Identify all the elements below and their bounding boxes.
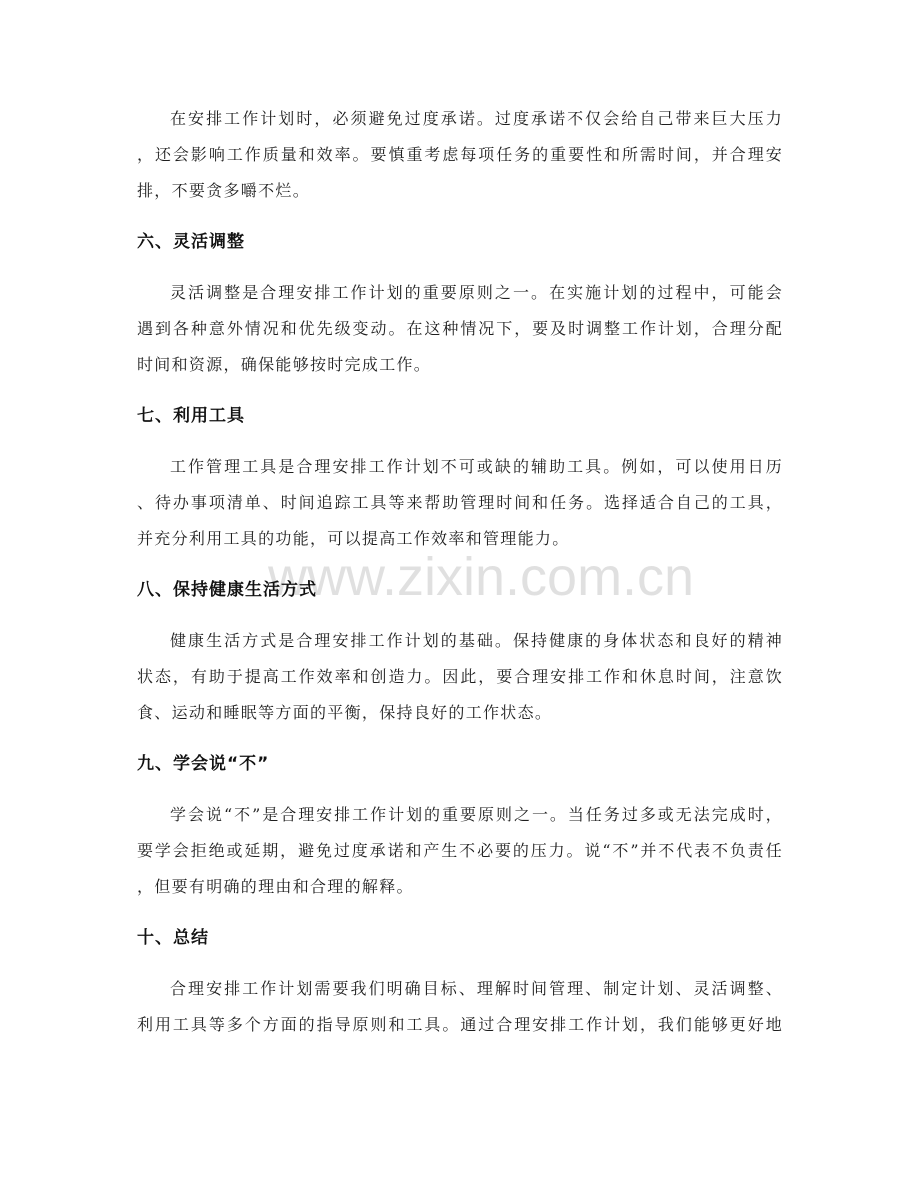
paragraph (137, 971, 783, 1043)
paragraph-line: 合理安排工作计划需要我们明确目标、理解时间管理、制定计划、灵活调整、 (170, 979, 783, 998)
paragraph-line: 利用工具等多个方面的指导原则和工具。通过合理安排工作计划，我们能够更好地 (137, 1015, 783, 1034)
section-use-tools (137, 398, 783, 557)
section-heading: 八、保持健康生活方式 (137, 580, 317, 600)
paragraph (137, 797, 783, 905)
paragraph-line: ，还会影响工作质量和效率。要慎重考虑每项任务的重要性和所需时间，并合理安 (137, 145, 783, 164)
paragraph-line: ，但要有明确的理由和合理的解释。 (137, 877, 414, 896)
paragraph-line: 、待办事项清单、时间追踪工具等来帮助管理时间和任务。选择适合自己的工具， (137, 493, 783, 512)
paragraph-line: 工作管理工具是合理安排工作计划不可或缺的辅助工具。例如，可以使用日历 (170, 457, 783, 476)
paragraph-line: 食、运动和睡眠等方面的平衡，保持良好的工作状态。 (137, 703, 553, 722)
section-summary (137, 920, 783, 1043)
section-learn-to-say-no (137, 746, 783, 905)
paragraph-line: 在安排工作计划时，必须避免过度承诺。过度承诺不仅会给自己带来巨大压力 (170, 109, 783, 128)
paragraph (137, 275, 783, 383)
paragraph-line: 并充分利用工具的功能，可以提高工作效率和管理能力。 (137, 529, 570, 548)
section-heading: 九、学会说“不” (137, 754, 270, 774)
section-heading: 六、灵活调整 (137, 232, 245, 252)
paragraph-intro (137, 101, 783, 209)
paragraph-line: 健康生活方式是合理安排工作计划的基础。保持健康的身体状态和良好的精神 (170, 631, 783, 650)
paragraph-line: 学会说“不”是合理安排工作计划的重要原则之一。当任务过多或无法完成时， (170, 805, 783, 824)
watermark: www.zixin.com.cn (268, 547, 695, 607)
paragraph (137, 449, 783, 557)
section-flexible-adjustment (137, 224, 783, 383)
paragraph-line: 时间和资源，确保能够按时完成工作。 (137, 355, 432, 374)
paragraph-line: 要学会拒绝或延期，避免过度承诺和产生不必要的压力。说“不”并不代表不负责任 (137, 841, 783, 860)
paragraph-line: 遇到各种意外情况和优先级变动。在这种情况下，要及时调整工作计划，合理分配 (137, 319, 783, 338)
section-heading: 十、总结 (137, 928, 209, 948)
paragraph-line: 排，不要贪多嚼不烂。 (137, 181, 311, 200)
paragraph (137, 623, 783, 731)
section-heading: 七、利用工具 (137, 406, 245, 426)
paragraph-line: 状态，有助于提高工作效率和创造力。因此，要合理安排工作和休息时间，注意饮 (137, 667, 783, 686)
section-healthy-lifestyle (137, 572, 783, 731)
paragraph-line: 灵活调整是合理安排工作计划的重要原则之一。在实施计划的过程中，可能会 (170, 283, 783, 302)
document-body (137, 101, 783, 1043)
